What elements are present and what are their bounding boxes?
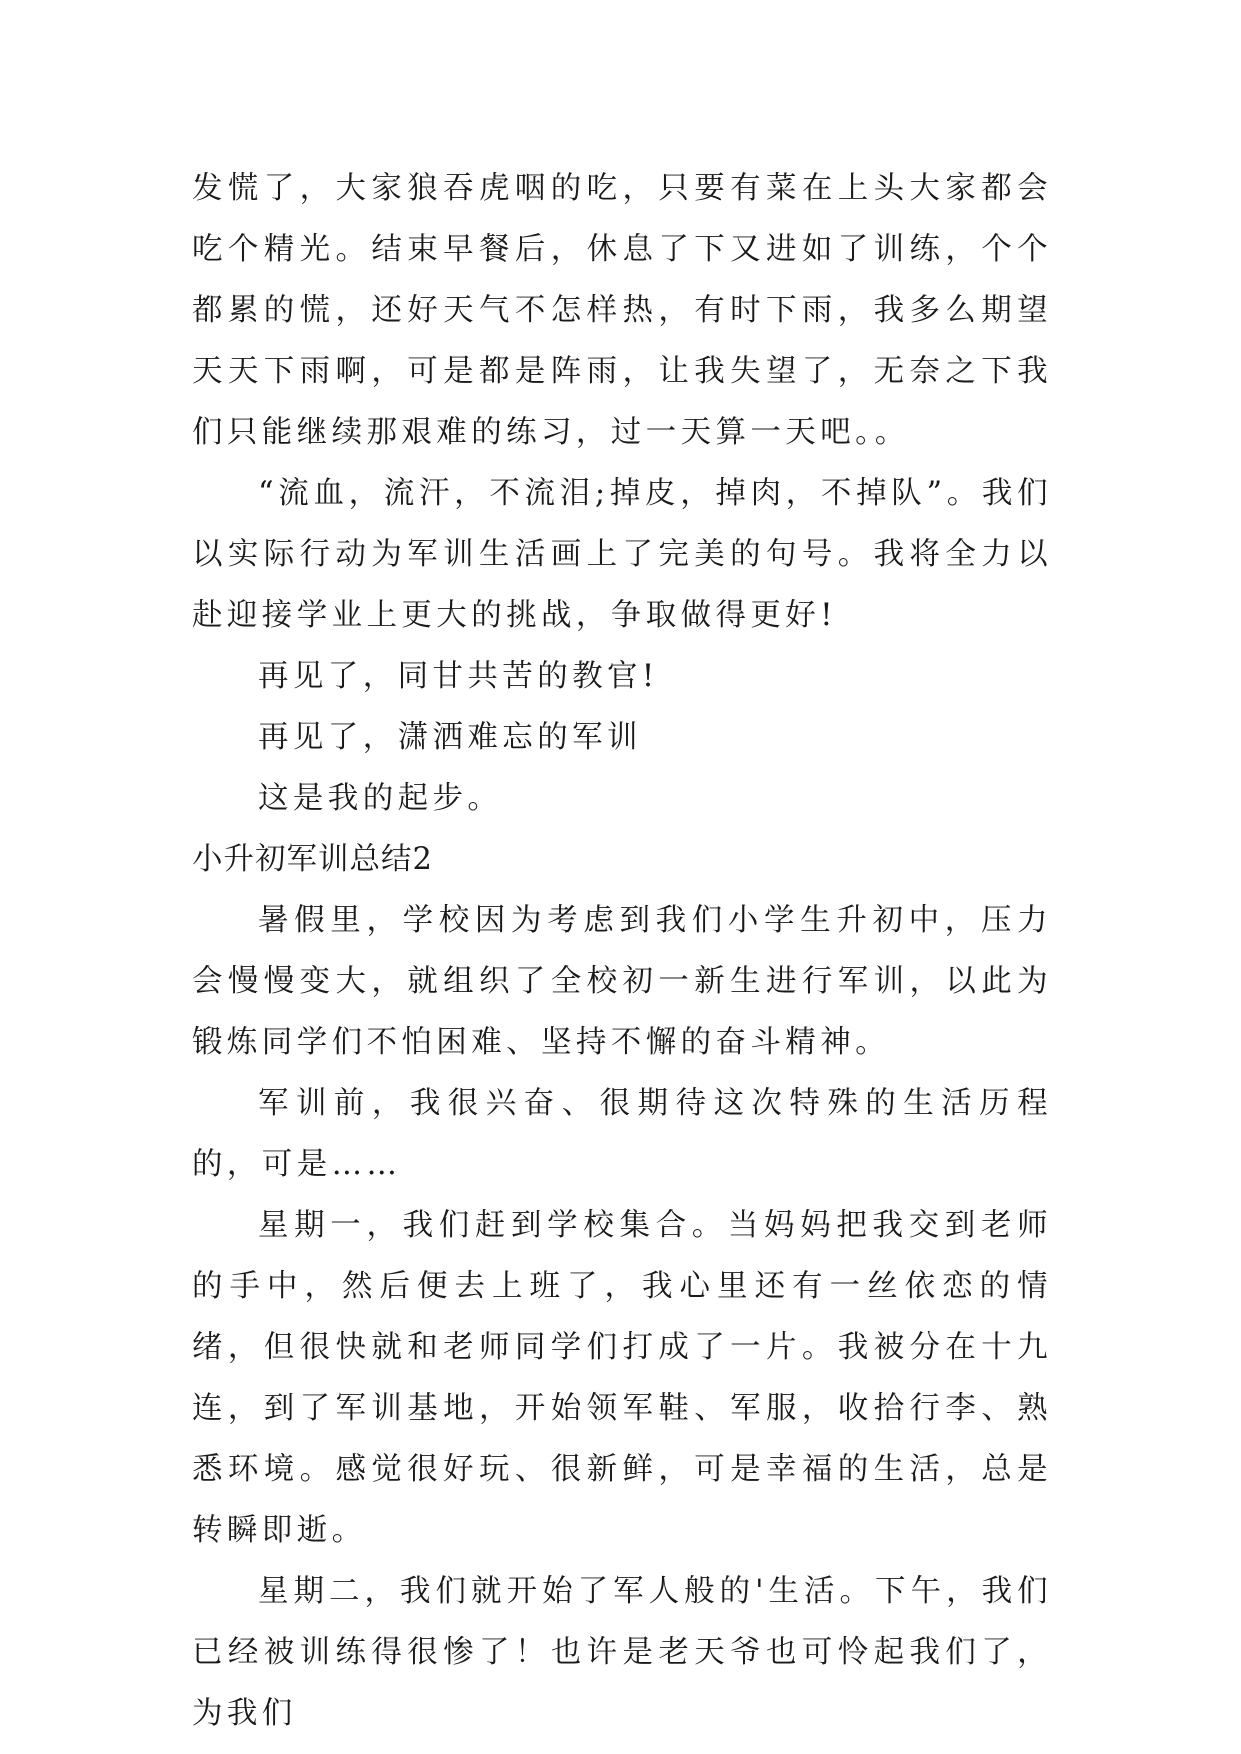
- paragraph-before-training: 军训前，我很兴奋、很期待这次特殊的生活历程的，可是……: [192, 1086, 1052, 1182]
- section-title: 小升初军训总结2: [192, 842, 433, 877]
- paragraph-tuesday: 星期二，我们就开始了军人般的'生活。下午，我们已经被训练得很惨了！也许是老天爷也可怜起我们了，为我们: [192, 1574, 1052, 1731]
- paragraph-farewell-training: 再见了，潇洒难忘的军训: [258, 720, 642, 755]
- paragraph-farewell-instructor: 再见了，同甘共苦的教官!: [258, 659, 659, 694]
- document-body: [192, 158, 1052, 1744]
- paragraph-slogan: “流血，流汗，不流泪;掉皮，掉肉，不掉队”。我们以实际行动为军训生活画上了完美的句号。我将全力以赴迎接学业上更大的挑战，争取做得更好!: [192, 476, 1052, 633]
- paragraph-continuation: 发慌了，大家狼吞虎咽的吃，只要有菜在上头大家都会吃个精光。结束早餐后，休息了下又进如了训练，个个都累的慌，还好天气不怎样热，有时下雨，我多么期望天天下雨啊，可是都是阵雨，让我失望了，无奈之下我们只能继续那艰难的练习，过一天算一天吧。。: [192, 171, 1052, 450]
- paragraph-beginning: 这是我的起步。: [258, 781, 503, 816]
- paragraph-summer: 暑假里，学校因为考虑到我们小学生升初中，压力会慢慢变大，就组织了全校初一新生进行军训，以此为锻炼同学们不怕困难、坚持不懈的奋斗精神。: [192, 903, 1052, 1060]
- paragraph-monday: 星期一，我们赶到学校集合。当妈妈把我交到老师的手中，然后便去上班了，我心里还有一丝依恋的情绪，但很快就和老师同学们打成了一片。我被分在十九连，到了军训基地，开始领军鞋、军服，收拾行李、熟悉环境。感觉很好玩、很新鲜，可是幸福的生活，总是转瞬即逝。: [192, 1208, 1052, 1548]
